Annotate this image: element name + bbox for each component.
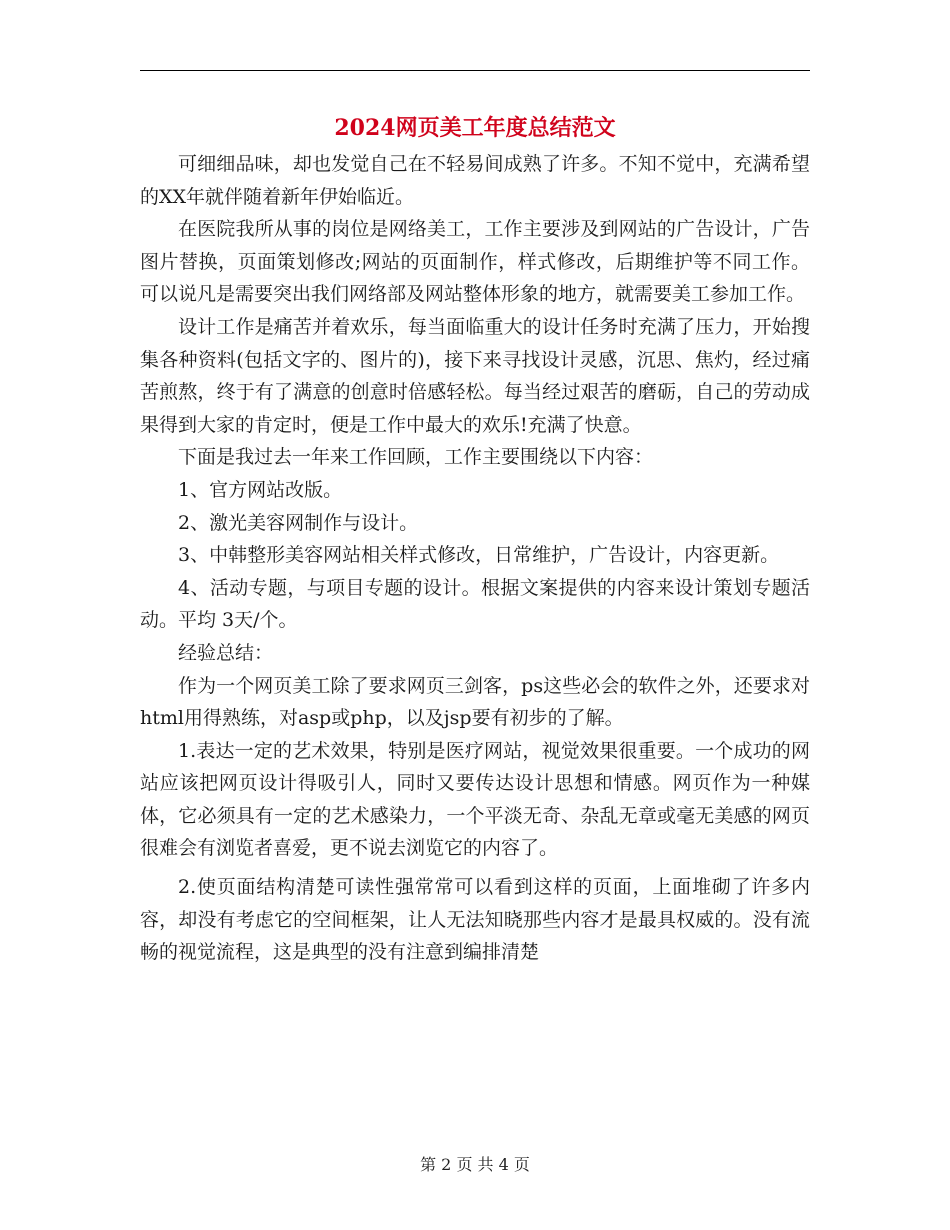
- paragraph-5: 作为一个网页美工除了要求网页三剑客，ps这些必会的软件之外，还要求对html用得熟练，对asp或php，以及jsp要有初步的了解。: [140, 674, 810, 730]
- list-item-3: 3、中韩整形美容网站相关样式修改，日常维护，广告设计，内容更新。: [178, 544, 780, 567]
- document-title: 2024网页美工年度总结范文: [334, 115, 616, 141]
- paragraph-7: 2.使页面结构清楚可读性强常常可以看到这样的页面，上面堆砌了许多内容，却没有考虑它的空间框架，让人无法知晓那些内容才是最具权威的。没有流畅的视觉流程，这是典型的没有注意到编排清楚: [140, 876, 810, 964]
- paragraph-6: 1.表达一定的艺术效果，特别是医疗网站，视觉效果很重要。一个成功的网站应该把网页设计得吸引人，同时又要传达设计思想和情感。网页作为一种媒体，它必须具有一定的艺术感染力，一个平淡无奇、杂乱无章或毫无美感的网页很难会有浏览者喜爱，更不说去浏览它的内容了。: [140, 739, 810, 860]
- paragraph-3: 设计工作是痛苦并着欢乐，每当面临重大的设计任务时充满了压力，开始搜集各种资料(包括文字的、图片的)，接下来寻找设计灵感，沉思、焦灼，经过痛苦煎熬，终于有了满意的创意时倍感轻松。每当经过艰苦的磨砺，自己的劳动成果得到大家的肯定时，便是工作中最大的欢乐!充满了快意。: [140, 315, 810, 436]
- paragraph-2: 在医院我所从事的岗位是网络美工，工作主要涉及到网站的广告设计，广告图片替换，页面策划修改;网站的页面制作，样式修改，后期维护等不同工作。可以说凡是需要突出我们网络部及网站整体形象的地方，就需要美工参加工作。: [140, 218, 810, 306]
- header-rule: [140, 70, 810, 71]
- list-item-2: 2、激光美容网制作与设计。: [178, 511, 419, 534]
- section-heading: 经验总结：: [178, 641, 274, 664]
- paragraph-4: 下面是我过去一年来工作回顾，工作主要围绕以下内容：: [178, 446, 654, 469]
- list-item-1: 1、官方网站改版。: [178, 478, 343, 501]
- document-body: [140, 148, 810, 969]
- paragraph-1: 可细细品味，却也发觉自己在不轻易间成熟了许多。不知不觉中，充满希望的XX年就伴随着新年伊始临近。: [140, 153, 810, 208]
- page-footer: 第 2 页 共 4 页: [420, 1155, 530, 1174]
- list-item-4: 4、活动专题，与项目专题的设计。根据文案提供的内容来设计策划专题活动。平均 3天/个。: [140, 576, 810, 632]
